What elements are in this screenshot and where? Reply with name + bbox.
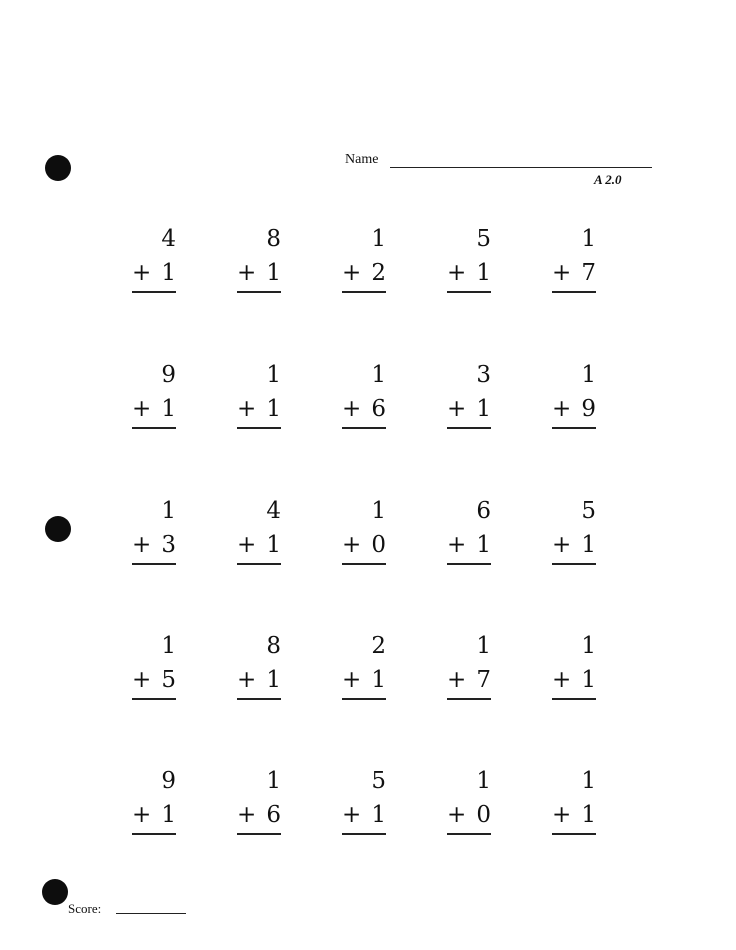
bottom-number: 1 (266, 667, 281, 693)
answer-line[interactable] (447, 427, 491, 429)
bottom-number: 1 (266, 396, 281, 422)
answer-line[interactable] (237, 833, 281, 835)
bottom-number: 1 (581, 802, 596, 828)
plus-operator: + (447, 802, 467, 828)
answer-line[interactable] (237, 563, 281, 565)
plus-operator: + (552, 667, 572, 693)
bottom-number: 1 (476, 532, 491, 558)
bottom-row (447, 663, 493, 697)
bottom-number: 0 (476, 802, 491, 828)
addition-problem (237, 764, 283, 835)
top-number: 1 (581, 362, 596, 388)
answer-line[interactable] (342, 833, 386, 835)
top-number: 9 (161, 362, 176, 388)
bottom-row (132, 528, 178, 562)
top-number: 1 (476, 768, 491, 794)
bottom-row (237, 528, 283, 562)
answer-line[interactable] (447, 563, 491, 565)
plus-operator: + (447, 396, 467, 422)
top-number: 1 (371, 498, 386, 524)
top-number: 1 (161, 498, 176, 524)
bottom-number: 1 (161, 396, 176, 422)
top-number: 1 (581, 226, 596, 252)
addition-problem (237, 358, 283, 429)
answer-line[interactable] (342, 698, 386, 700)
top-number: 1 (476, 633, 491, 659)
answer-line[interactable] (132, 833, 176, 835)
bottom-row (342, 528, 388, 562)
answer-line[interactable] (132, 698, 176, 700)
bottom-row (552, 798, 598, 832)
plus-operator: + (342, 667, 362, 693)
addition-problem (342, 629, 388, 700)
addition-problem (447, 358, 493, 429)
bottom-row (342, 256, 388, 290)
answer-line[interactable] (552, 833, 596, 835)
addition-problem (132, 222, 178, 293)
plus-operator: + (132, 667, 152, 693)
addition-problem (342, 494, 388, 565)
bottom-number: 1 (581, 667, 596, 693)
plus-operator: + (552, 260, 572, 286)
plus-operator: + (447, 667, 467, 693)
top-number: 1 (371, 226, 386, 252)
name-label: Name (345, 152, 379, 167)
bottom-row (342, 392, 388, 426)
addition-problem (237, 222, 283, 293)
addition-problem (132, 764, 178, 835)
answer-line[interactable] (237, 698, 281, 700)
addition-problem (552, 764, 598, 835)
addition-problem (447, 629, 493, 700)
top-number: 9 (161, 768, 176, 794)
addition-problem (237, 629, 283, 700)
bottom-number: 3 (161, 532, 176, 558)
bottom-number: 1 (476, 260, 491, 286)
plus-operator: + (237, 667, 257, 693)
plus-operator: + (552, 802, 572, 828)
addition-problem (237, 494, 283, 565)
bottom-number: 1 (476, 396, 491, 422)
addition-problem (552, 629, 598, 700)
score-label: Score: (68, 901, 102, 916)
bottom-number: 1 (266, 260, 281, 286)
bottom-number: 1 (266, 532, 281, 558)
bottom-row (132, 663, 178, 697)
answer-line[interactable] (552, 427, 596, 429)
bottom-number: 1 (161, 260, 176, 286)
answer-line[interactable] (342, 563, 386, 565)
addition-problem (132, 358, 178, 429)
bottom-number: 7 (581, 260, 596, 286)
plus-operator: + (132, 396, 152, 422)
bottom-row (342, 663, 388, 697)
bottom-number: 2 (371, 260, 386, 286)
addition-problem (342, 358, 388, 429)
answer-line[interactable] (447, 291, 491, 293)
answer-line[interactable] (552, 698, 596, 700)
plus-operator: + (342, 532, 362, 558)
top-number: 8 (266, 633, 281, 659)
bottom-row (132, 392, 178, 426)
answer-line[interactable] (342, 427, 386, 429)
addition-problem (132, 629, 178, 700)
top-number: 3 (476, 362, 491, 388)
answer-line[interactable] (237, 427, 281, 429)
answer-line[interactable] (447, 698, 491, 700)
bottom-row (237, 392, 283, 426)
top-number: 4 (161, 226, 176, 252)
plus-operator: + (447, 532, 467, 558)
top-number: 2 (371, 633, 386, 659)
plus-operator: + (237, 802, 257, 828)
bottom-number: 9 (581, 396, 596, 422)
plus-operator: + (237, 396, 257, 422)
top-number: 5 (371, 768, 386, 794)
bottom-row (132, 256, 178, 290)
plus-operator: + (342, 260, 362, 286)
answer-line[interactable] (132, 427, 176, 429)
addition-problem (342, 222, 388, 293)
bottom-number: 6 (266, 802, 281, 828)
plus-operator: + (342, 396, 362, 422)
answer-line[interactable] (132, 563, 176, 565)
bottom-row (447, 392, 493, 426)
bottom-row (237, 798, 283, 832)
top-number: 8 (266, 226, 281, 252)
plus-operator: + (552, 396, 572, 422)
bottom-row (342, 798, 388, 832)
bottom-row (447, 256, 493, 290)
bottom-number: 5 (161, 667, 176, 693)
addition-problem (447, 494, 493, 565)
addition-problem (447, 764, 493, 835)
top-number: 6 (476, 498, 491, 524)
answer-line[interactable] (342, 291, 386, 293)
plus-operator: + (132, 802, 152, 828)
worksheet-code: A 2.0 (594, 172, 622, 187)
bottom-row (132, 798, 178, 832)
top-number: 5 (581, 498, 596, 524)
bottom-number: 1 (371, 667, 386, 693)
bottom-number: 6 (371, 396, 386, 422)
addition-problem (447, 222, 493, 293)
addition-problem (552, 358, 598, 429)
plus-operator: + (447, 260, 467, 286)
bottom-row (552, 256, 598, 290)
bottom-number: 7 (476, 667, 491, 693)
bottom-row (237, 663, 283, 697)
plus-operator: + (132, 532, 152, 558)
top-number: 1 (266, 362, 281, 388)
bottom-row (552, 528, 598, 562)
bottom-row (552, 663, 598, 697)
plus-operator: + (132, 260, 152, 286)
plus-operator: + (237, 260, 257, 286)
plus-operator: + (342, 802, 362, 828)
plus-operator: + (237, 532, 257, 558)
bottom-row (237, 256, 283, 290)
bottom-number: 0 (371, 532, 386, 558)
top-number: 1 (581, 768, 596, 794)
answer-line[interactable] (132, 291, 176, 293)
top-number: 1 (266, 768, 281, 794)
addition-problem (552, 222, 598, 293)
answer-line[interactable] (552, 291, 596, 293)
bottom-row (447, 528, 493, 562)
bottom-number: 1 (371, 802, 386, 828)
top-number: 5 (476, 226, 491, 252)
addition-problem (552, 494, 598, 565)
top-number: 1 (161, 633, 176, 659)
answer-line[interactable] (447, 833, 491, 835)
bottom-number: 1 (581, 532, 596, 558)
addition-problem (342, 764, 388, 835)
addition-problem (132, 494, 178, 565)
bottom-row (552, 392, 598, 426)
top-number: 1 (371, 362, 386, 388)
top-number: 1 (581, 633, 596, 659)
top-number: 4 (266, 498, 281, 524)
answer-line[interactable] (237, 291, 281, 293)
plus-operator: + (552, 532, 572, 558)
bottom-number: 1 (161, 802, 176, 828)
score-blank-line[interactable] (116, 913, 186, 914)
answer-line[interactable] (552, 563, 596, 565)
bottom-row (447, 798, 493, 832)
